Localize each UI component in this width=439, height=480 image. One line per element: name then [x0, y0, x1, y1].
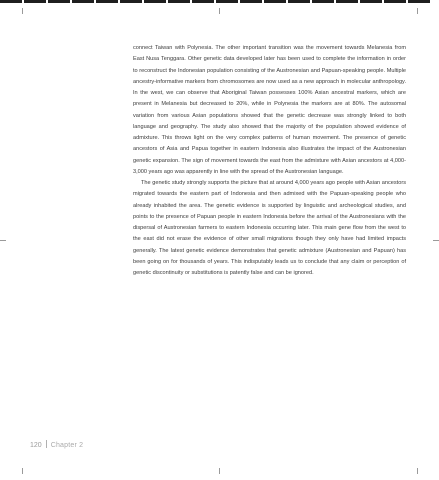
registration-segment — [384, 0, 406, 3]
registration-segment — [120, 0, 142, 3]
registration-segment — [360, 0, 382, 3]
body-text — [133, 43, 406, 279]
registration-segment — [24, 0, 46, 3]
crop-mark — [433, 240, 439, 241]
registration-bar — [0, 0, 439, 3]
page-number: 120 — [30, 442, 42, 449]
crop-mark — [417, 468, 418, 474]
crop-mark — [417, 8, 418, 14]
registration-segment — [408, 0, 430, 3]
crop-mark — [219, 8, 220, 14]
registration-segment — [312, 0, 334, 3]
registration-segment — [240, 0, 262, 3]
registration-segment — [216, 0, 238, 3]
registration-segment — [288, 0, 310, 3]
paragraph: connect Taiwan with Polynesia. The other important transition was the movement towards Melanesia from East Nusa Tenggara. Other genetic data developed later has been used to complete the information in order to reconstruct the Indonesian population consisting of the Austronesian and Papuan-speaking people. Multiple ancestry-informative markers from chromosomes are now used as a new approach in molecular anthropology. In the west, we can observe that Aboriginal Taiwan possesses 100% Asian ancestral markers, which are present in Melanesia but decreased to 20%, while in Polynesia the markers are at 80%. The autosomal variation from various Asian populations showed that the genetic decrease was strongly linked to both language and geography. The study also showed that the majority of the population showed evidence of admixture. This throws light on the very complex patterns of human movement. The presence of genetic ancestors of Asia and Papua together in eastern Indonesia also illustrates the impact of the Austronesian genetic expansion. The sign of movement towards the east from the admixture with Asian ancestors at 4,000-3,000 years ago was apparently in line with the spread of the Austronesian language. — [133, 45, 406, 175]
crop-mark — [219, 468, 220, 474]
folio-divider — [46, 440, 47, 448]
crop-mark — [22, 8, 23, 14]
crop-mark — [22, 468, 23, 474]
registration-segment — [192, 0, 214, 3]
registration-segment — [48, 0, 70, 3]
registration-segment — [96, 0, 118, 3]
chapter-label: Chapter 2 — [50, 442, 84, 449]
registration-segment — [264, 0, 286, 3]
registration-segment — [72, 0, 94, 3]
registration-segment — [336, 0, 358, 3]
page-footer — [30, 440, 83, 449]
crop-mark — [0, 240, 6, 241]
registration-segment — [144, 0, 166, 3]
registration-segment — [168, 0, 190, 3]
paragraph: The genetic study strongly supports the picture that at around 4,000 years ago people with Asian ancestors migrated towards the eastern part of Indonesia and then admixed with the Papuan-speaking people who already inhabited the area. The genetic evidence is supported by linguistic and archeological studies, and points to the presence of Papuan people in eastern Indonesia before the arrival of the Austronesians with the dispersal of Austronesian farmers to eastern Indonesia occurring later. This main gene flow from the west to the east did not erase the evidence of other small migrations though they only have had limited impacts generally. The latest genetic evidence demonstrates that genetic admixture (Austronesian and Papuan) has been going on for thousands of years. This indisputably leads us to conclude that any claim or perception of genetic discontinuity or substitutions is patently false and can be ignored. — [133, 180, 406, 276]
registration-segment — [0, 0, 22, 3]
